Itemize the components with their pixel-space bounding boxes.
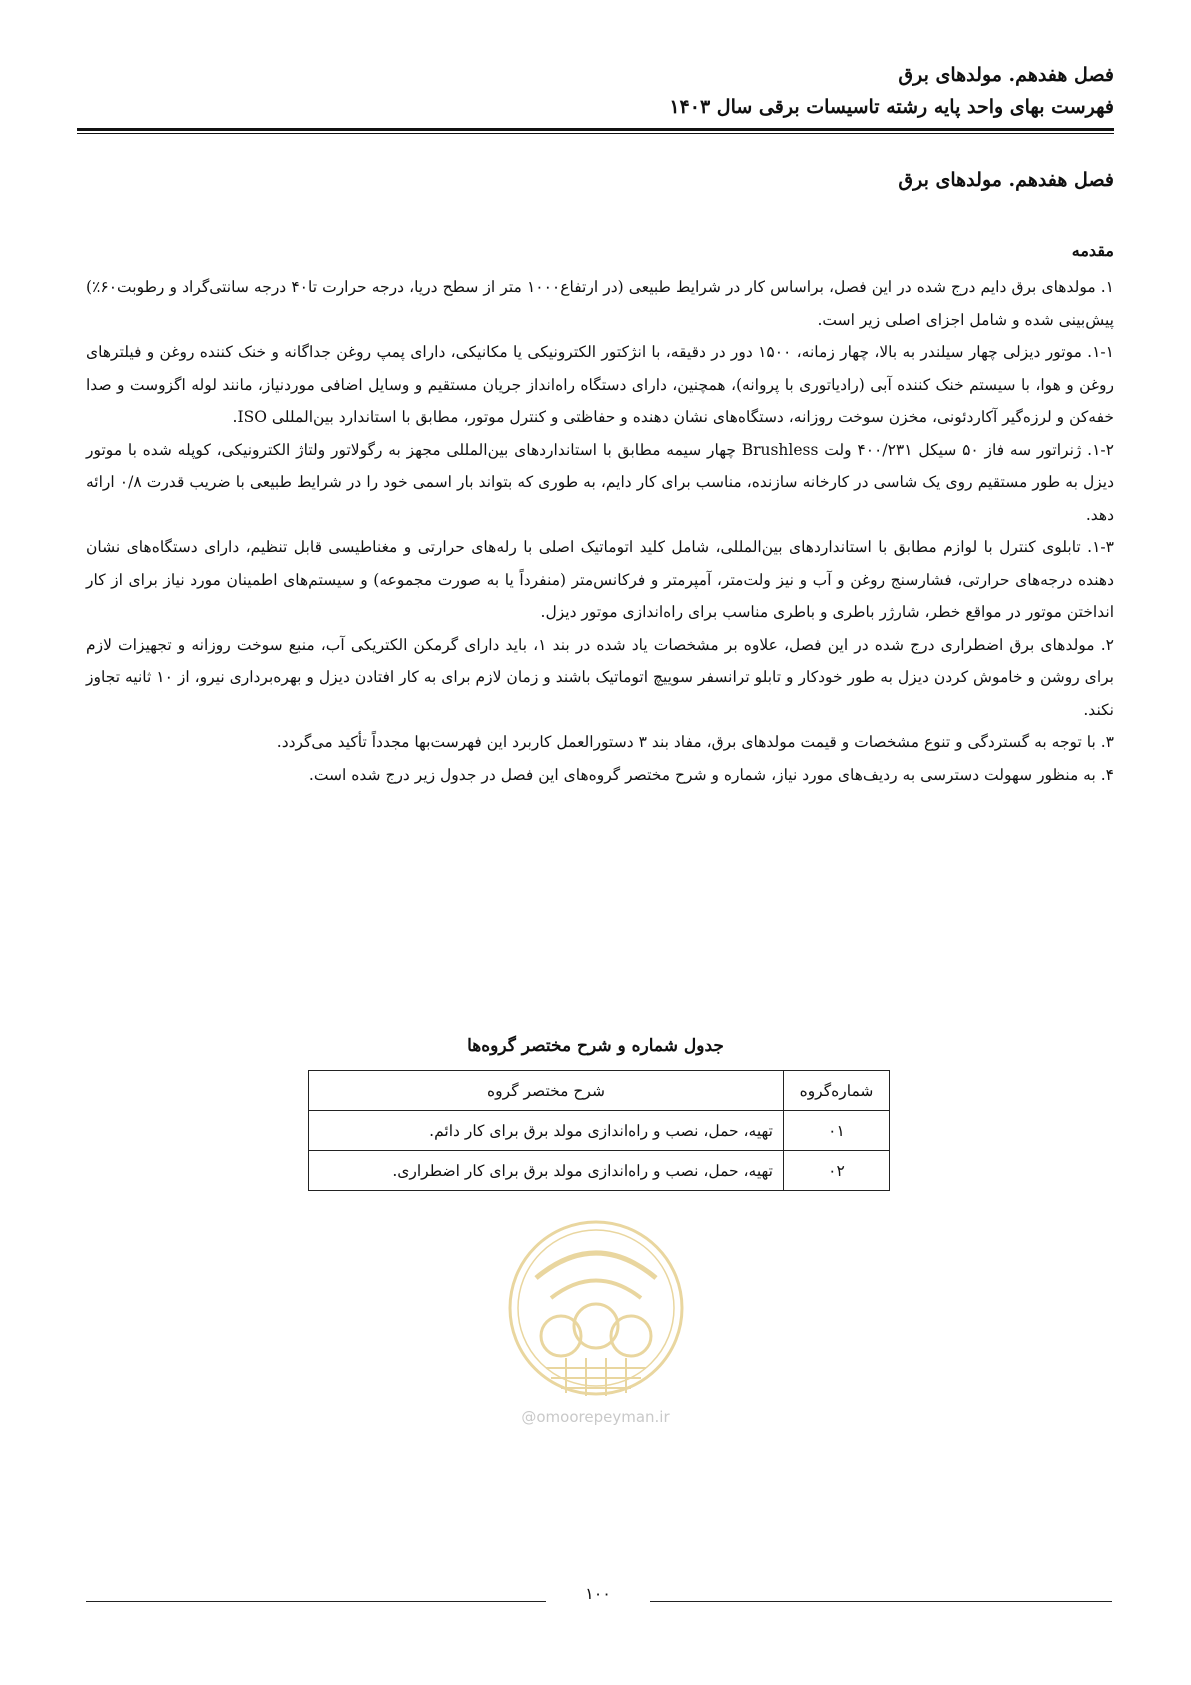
group-description-cell: تهیه، حمل، نصب و راه‌اندازی مولد برق برای کار اضطراری.: [309, 1151, 784, 1191]
groups-table: [308, 1070, 890, 1191]
running-header: [77, 60, 1114, 124]
paragraph-2: ۲. مولدهای برق اضطراری درج شده در این فصل، علاوه بر مشخصات یاد شده در بند ۱، باید دارای گرمکن الکتریکی آب، منبع سوخت روزانه و تجهیزات لازم برای روشن و خاموش کردن دیزل به طور خودکار و تابلو ترانسفر سوییچ اتوماتیک باشند و زمان لازم برای به کار افتادن دیزل و بهره‌برداری نیرو، از ۱۰ ثانیه تجاوز نکند.: [86, 635, 1114, 719]
group-number-cell: ۰۱: [784, 1111, 890, 1151]
header-group-number: شماره‌گروه: [784, 1071, 890, 1111]
footer-rule-right: [650, 1601, 1112, 1602]
page-number: ۱۰۰: [585, 1584, 611, 1603]
watermark-logo-icon: [506, 1208, 686, 1408]
footer-rule-left: [86, 1601, 546, 1602]
header-book-title: فهرست بهای واحد پایه رشته تاسیسات برقی سال ۱۴۰۳: [669, 96, 1114, 118]
header-chapter-title: فصل هفدهم. مولدهای برق: [898, 64, 1114, 86]
paragraph-1-1: ۱-۱. موتور دیزلی چهار سیلندر به بالا، چهار زمانه، ۱۵۰۰ دور در دقیقه، با انژکتور الکترونیکی یا مکانیکی، دارای پمپ روغن جداگانه و خنک کننده روغن و فیلترهای روغن و هوا، با سیستم خنک کننده آبی (رادیاتوری با پروانه)، همچنین، دارای دستگاه راه‌انداز جریان مستقیم و وسایل اضافی موردنیاز، مانند لوله اگزوست و صدا خفه‌کن و لرزه‌گیر آکاردئونی، مخزن سوخت روزانه، دستگاه‌های نشان دهنده و حفاظتی و کنترل موتور، مطابق با استاندارد بین‌المللی ISO.: [86, 343, 1114, 426]
header-rule-thick: [77, 128, 1114, 131]
table-header-row: [309, 1071, 890, 1111]
table-row: [309, 1111, 890, 1151]
table-row: [309, 1151, 890, 1191]
table-title: جدول شماره و شرح مختصر گروه‌ها: [467, 1036, 724, 1056]
paragraph-1-2: ۱-۲. ژنراتور سه فاز ۵۰ سیکل ۴۰۰/۲۳۱ ولت Brushless چهار سیمه مطابق با استانداردهای بین‌المللی مجهز به رگولاتور ولتاژ الکترونیکی، کوپله شده با موتور دیزل به طور مستقیم روی یک شاسی در کارخانه سازنده، مناسب برای کار دایم، به طوری که بتواند بار اسمی خود را در شرایط طبیعی با ضریب قدرت ۰/۸ ارائه دهد.: [86, 440, 1115, 524]
header-group-description: شرح مختصر گروه: [309, 1071, 784, 1111]
group-number-cell: ۰۲: [784, 1151, 890, 1191]
paragraph-4: ۴. به منظور سهولت دسترسی به ردیف‌های مورد نیاز، شماره و شرح مختصر گروه‌های این فصل در جدول زیر درج شده است.: [308, 765, 1114, 784]
body-content: [86, 165, 1114, 791]
chapter-title: فصل هفدهم. مولدهای برق: [898, 169, 1114, 191]
paragraph-3: ۳. با توجه به گستردگی و تنوع مشخصات و قیمت مولدهای برق، مفاد بند ۳ دستورالعمل کاربرد این فهرست‌بها مجدداً تأکید می‌گردد.: [276, 733, 1114, 751]
paragraph-1-3: ۱-۳. تابلوی کنترل با لوازم مطابق با استانداردهای بین‌المللی، شامل کلید اتوماتیک اصلی با رله‌های حرارتی و مغناطیسی قابل تنظیم، دارای دستگاه‌های نشان دهنده درجه‌های حرارتی، فشارسنج روغن و آب و نیز ولت‌متر، آمپرمتر و فرکانس‌متر (منفرداً یا به صورت مجموعه) و سیستم‌های اطمینان مورد نیاز برای از کار انداختن موتور در مواقع خطر، شارژر باطری و باطری مناسب برای راه‌اندازی موتور دیزل.: [86, 538, 1114, 621]
intro-heading: مقدمه: [1071, 241, 1114, 260]
paragraph-1: ۱. مولدهای برق دایم درج شده در این فصل، براساس کار در شرایط طبیعی (در ارتفاع۱۰۰۰ متر از سطح دریا، درجه حرارت تا۴۰ درجه سانتی‌گراد و رطوبت۶۰٪) پیش‌بینی شده و شامل اجزای اصلی زیر است.: [86, 278, 1114, 329]
watermark-site: @omoorepeyman.ir: [521, 1408, 670, 1426]
group-description-cell: تهیه، حمل، نصب و راه‌اندازی مولد برق برای کار دائم.: [309, 1111, 784, 1151]
header-rule-thin: [77, 133, 1114, 134]
